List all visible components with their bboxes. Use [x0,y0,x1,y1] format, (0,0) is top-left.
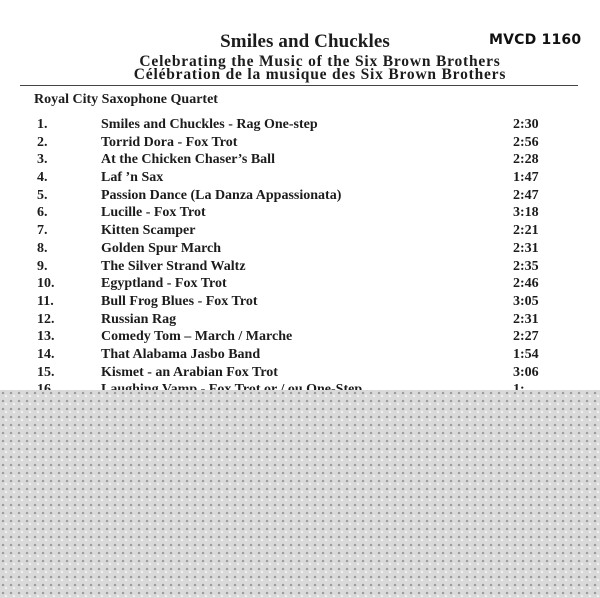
track-number: 9. [37,258,48,274]
subtitle-french: Célébration de la musique des Six Brown Brothers [133,66,507,83]
track-duration: 2:47 [513,187,539,203]
track-duration: 3:06 [513,364,539,380]
track-duration: 3:05 [513,293,539,309]
track-list [0,117,600,400]
track-number: 13. [37,329,55,345]
track-row [0,259,600,277]
track-number: 14. [37,346,55,362]
track-duration: 3:18 [513,205,539,221]
track-number: 5. [37,187,48,203]
track-row [0,223,600,241]
track-number: 7. [37,223,48,239]
track-row [0,152,600,170]
track-number: 3. [37,152,48,168]
track-title: Kismet - an Arabian Fox Trot [101,364,278,380]
track-row [0,117,600,135]
track-row [0,170,600,188]
track-row [0,188,600,206]
track-row [0,365,600,383]
track-row [0,135,600,153]
track-number: 12. [37,311,55,327]
track-duration: 2:21 [513,223,539,239]
track-duration: 2:31 [513,240,539,256]
track-title: That Alabama Jasbo Band [101,346,261,362]
track-row [0,276,600,294]
album-title: Smiles and Chuckles [220,31,390,52]
track-duration: 2:30 [513,117,539,132]
track-title: The Silver Strand Waltz [101,258,246,274]
track-title: Bull Frog Blues - Fox Trot [101,293,258,309]
track-duration: 2:35 [513,258,539,274]
track-row [0,347,600,365]
track-number: 1. [37,117,48,132]
track-title: Comedy Tom – March / Marche [101,329,293,345]
track-number: 8. [37,240,48,256]
subtitle-english: Celebrating the Music of the Six Brown Brothers [139,53,501,70]
track-number: 15. [37,364,55,380]
track-duration: 1:47 [513,170,539,186]
header-divider [20,85,578,86]
track-title: At the Chicken Chaser’s Ball [101,152,275,168]
track-title: Egyptland - Fox Trot [101,276,227,292]
track-title: Russian Rag [101,311,177,327]
track-row [0,241,600,259]
track-row [0,329,600,347]
track-title: Lucille - Fox Trot [101,205,206,221]
track-number: 6. [37,205,48,221]
track-row [0,205,600,223]
track-title: Kitten Scamper [101,223,196,239]
track-number: 4. [37,170,48,186]
track-duration: 2:46 [513,276,539,292]
track-title: Passion Dance (La Danza Appassionata) [101,187,342,203]
ensemble-name: Royal City Saxophone Quartet [34,92,218,107]
track-number: 10. [37,276,55,292]
track-title: Smiles and Chuckles - Rag One-step [101,117,318,132]
catalog-number: MVCD 1160 [489,32,582,48]
track-duration: 2:31 [513,311,539,327]
track-duration: 2:28 [513,152,539,168]
track-number: 11. [37,293,54,309]
dotted-occlusion-overlay [0,390,600,598]
track-title: Laf ’n Sax [101,170,164,186]
track-row [0,294,600,312]
track-number: 2. [37,134,48,150]
track-title: Torrid Dora - Fox Trot [101,134,238,150]
track-duration: 1:54 [513,346,539,362]
track-row [0,312,600,330]
track-duration: 2:27 [513,329,539,345]
track-title: Golden Spur March [101,240,222,256]
track-duration: 2:56 [513,134,539,150]
